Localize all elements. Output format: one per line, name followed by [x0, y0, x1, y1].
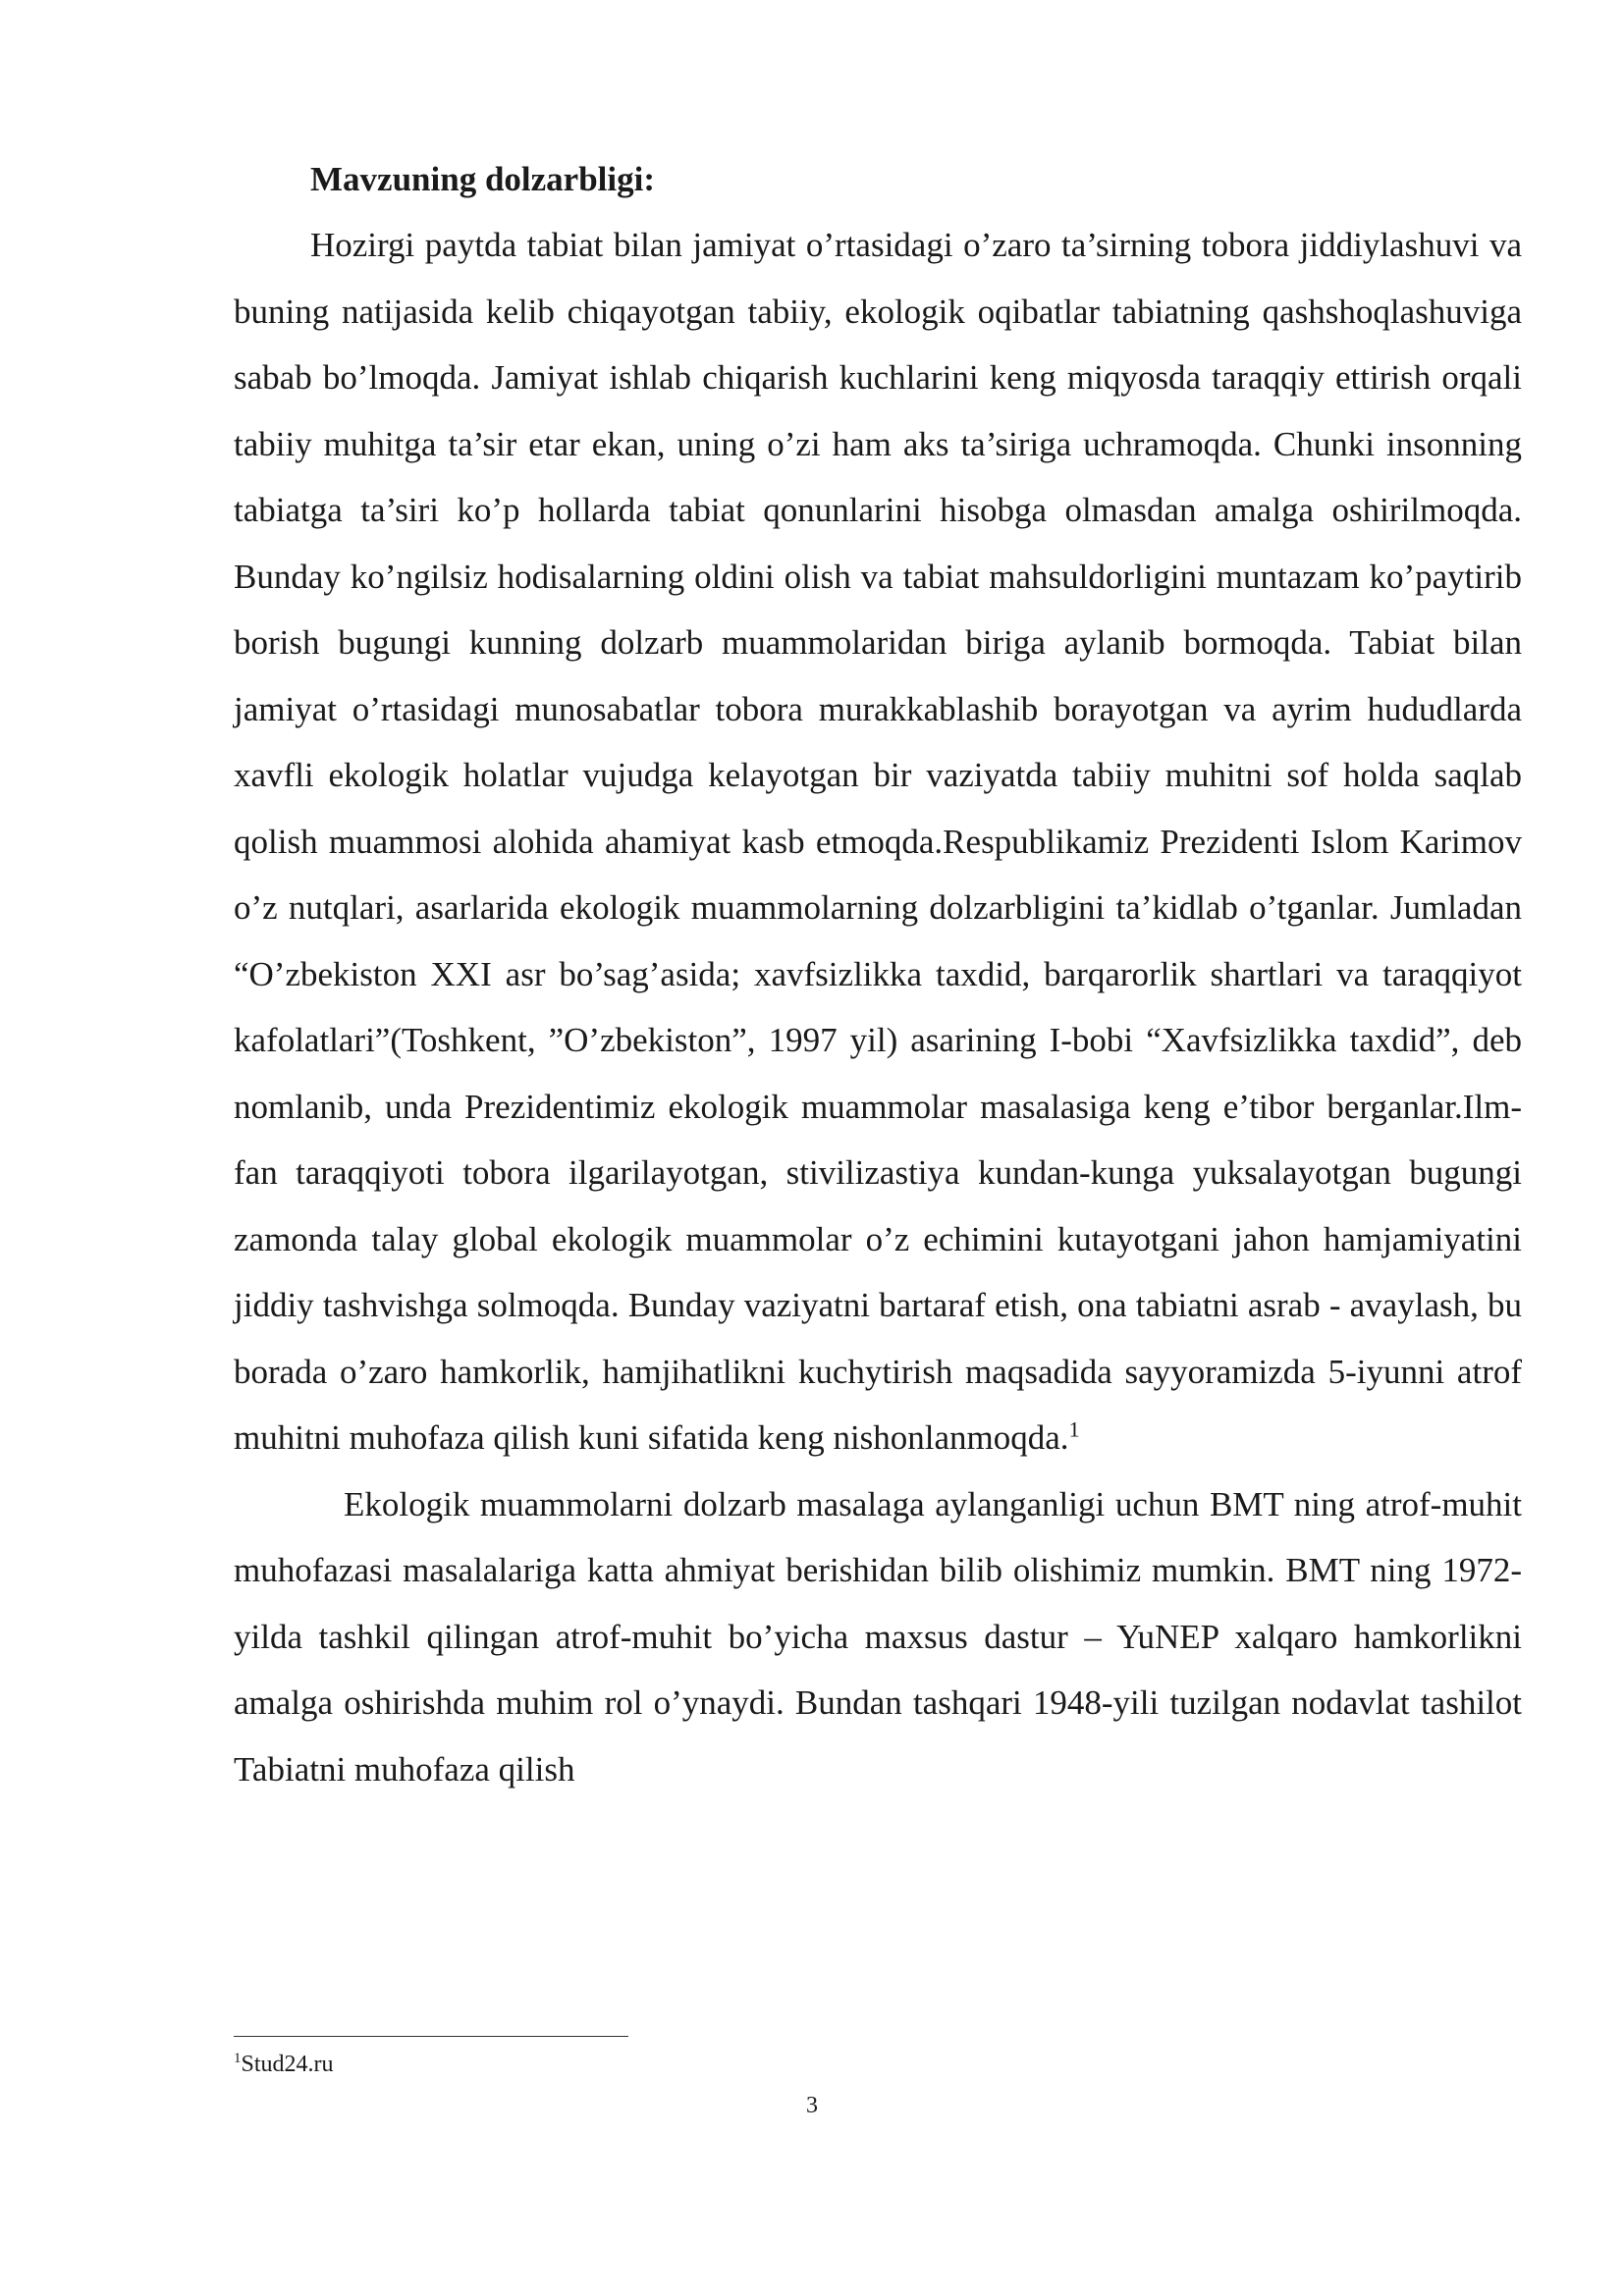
footnote-reference[interactable]: 1	[1068, 1416, 1080, 1442]
footnote-separator	[234, 2036, 628, 2037]
paragraph-1	[234, 212, 1522, 1471]
paragraph-2-text: Ekologik muammolarni dolzarb masalaga aylanganligi uchun BMT ning atrof-muhit muhofazasi masalalariga katta ahmiyat berishidan bilib olishimiz mumkin. BMT ning 1972-yilda tashkil qilingan atrof-muhit bo’yicha maxsus dastur – YuNEP xalqaro hamkorlikni amalga oshirishda muhim rol o’ynaydi. Bundan tashqari 1948-yili tuzilgan nodavlat tashilot Tabiatni muhofaza qilish	[234, 1484, 1522, 1789]
document-body	[234, 212, 1522, 1802]
footnote-text: Stud24.ru	[241, 2052, 334, 2077]
paragraph-1-text: Hozirgi paytda tabiat bilan jamiyat o’rtasidagi o’zaro ta’sirning tobora jiddiylashuvi va buning natijasida kelib chiqayotgan tabiiy, ekologik oqibatlar tabiatning qashshoqlashuviga sabab bo’lmoqda. Jamiyat ishlab chiqarish kuchlarini keng miqyosda taraqqiy ettirish orqali tabiiy muhitga ta’sir etar ekan, uning o’zi ham aks ta’siriga uchramoqda. Chunki insonning tabiatga ta’siri ko’p hollarda tabiat qonunlarini hisobga olmasdan amalga oshirilmoqda. Bunday ko’ngilsiz hodisalarning oldini olish va tabiat mahsuldorligini muntazam ko’paytirib borish bugungi kunning dolzarb muammolaridan biriga aylanib bormoqda. Tabiat bilan jamiyat o’rtasidagi munosabatlar tobora murakkablashib borayotgan va ayrim hududlarda xavfli ekologik holatlar vujudga kelayotgan bir vaziyatda tabiiy muhitni sof holda saqlab qolish muammosi alohida ahamiyat kasb etmoqda.Respublikamiz Prezidenti Islom Karimov o’z nutqlari, asarlarida ekologik muammolarning dolzarbligini ta’kidlab o’tganlar. Jumladan “O’zbekiston XXI asr bo’sag’asida; xavfsizlikka taxdid, barqarorlik shartlari va taraqqiyot kafolatlari”(Toshkent, ”O’zbekiston”, 1997 yil) asarining I-bobi “Xavfsizlikka taxdid”, deb nomlanib, unda Prezidentimiz ekologik muammolar masalasiga keng e’tibor berganlar.Ilm-fan taraqqiyoti tobora ilgarilayotgan, stivilizastiya kundan-kunga yuksalayotgan bugungi zamonda talay global ekologik muammolar o’z echimini kutayotgani jahon hamjamiyatini jiddiy tashvishga solmoqda. Bunday vaziyatni bartaraf etish, ona tabiatni asrab - avaylash, bu borada o’zaro hamkorlik, hamjihatlikni kuchytirish maqsadida sayyoramizda 5-iyunni atrof muhitni muhofaza qilish kuni sifatida keng nishonlanmoqda.	[234, 226, 1522, 1457]
page-number: 3	[806, 2093, 818, 2118]
paragraph-2	[234, 1471, 1522, 1803]
section-heading: Mavzuning dolzarbligi:	[310, 160, 655, 198]
footnote	[234, 2050, 334, 2079]
footnote-mark: 1	[234, 2051, 242, 2066]
